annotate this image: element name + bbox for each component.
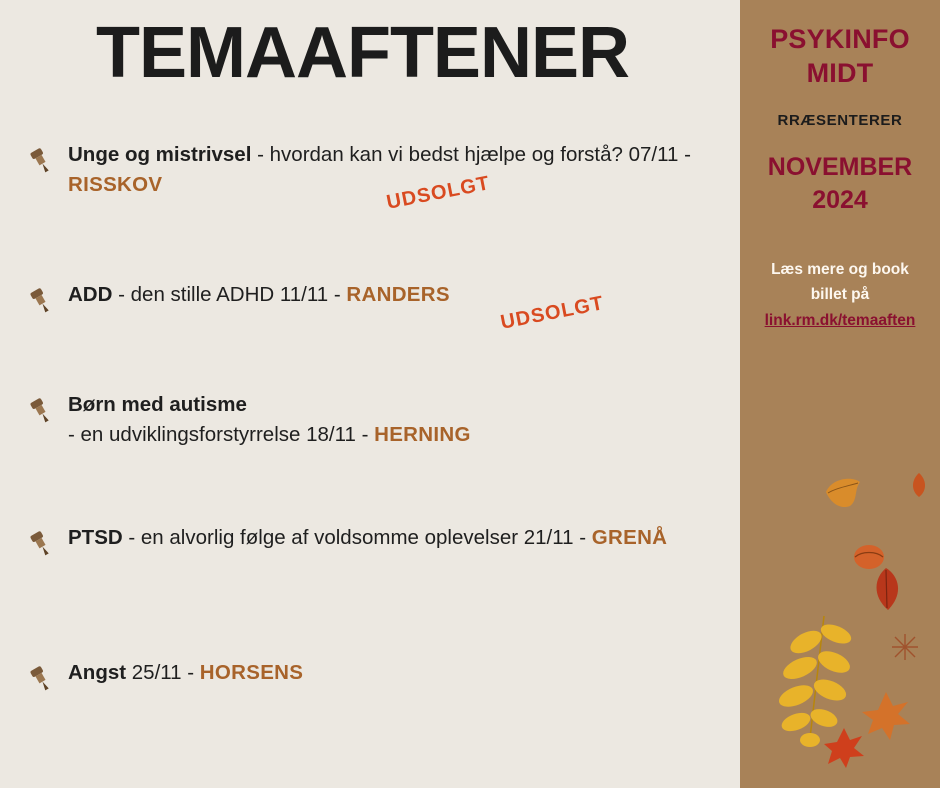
presents-label: RRÆSENTERER — [777, 112, 903, 129]
list-item — [0, 280, 740, 400]
list-item — [0, 523, 740, 643]
pushpin-icon — [26, 146, 56, 176]
event-text — [68, 390, 720, 450]
event-description: 25/11 - — [126, 661, 200, 684]
sidebar — [740, 0, 940, 788]
event-city: GRENÅ — [591, 526, 668, 549]
booking-info — [740, 257, 940, 333]
event-title: Angst — [68, 661, 127, 684]
leaf-icon — [890, 632, 920, 662]
event-description: - en udviklingsforstyrrelse 18/11 - — [68, 423, 375, 446]
brand-line-1: PSYKINFO — [770, 24, 910, 54]
leaf-icon — [822, 474, 864, 510]
pushpin-icon — [26, 664, 56, 694]
event-text — [68, 523, 720, 553]
status-badge: UDSOLGT — [498, 292, 606, 334]
event-title: Børn med autisme — [68, 393, 247, 416]
list-item — [0, 390, 740, 510]
date-block — [740, 151, 940, 217]
event-text — [68, 658, 720, 688]
month-label: NOVEMBER — [767, 153, 913, 181]
event-city: RANDERS — [346, 283, 450, 306]
leaf-icon — [822, 726, 866, 770]
pushpin-icon — [26, 529, 56, 559]
list-item — [0, 140, 740, 260]
leaf-icon — [866, 566, 906, 612]
event-city: RISSKOV — [68, 173, 163, 196]
pushpin-icon — [26, 396, 56, 426]
booking-line-1: Læs mere og book — [771, 261, 909, 278]
event-city: HERNING — [374, 423, 471, 446]
leaf-icon — [908, 472, 930, 498]
page-title: TEMAAFTENER — [96, 13, 629, 93]
event-title: PTSD — [68, 526, 123, 549]
event-description: - hvordan kan vi bedst hjælpe og forstå? 07/11 - — [251, 143, 691, 166]
status-badge: UDSOLGT — [384, 172, 492, 214]
list-item — [0, 658, 740, 778]
leaf-icon — [860, 690, 912, 742]
booking-link[interactable]: link.rm.dk/temaaften — [764, 312, 916, 329]
event-description: - den stille ADHD 11/11 - — [112, 283, 347, 306]
brand-line-2: MIDT — [806, 58, 874, 88]
booking-line-2: billet på — [810, 286, 870, 303]
event-city: HORSENS — [199, 661, 304, 684]
year-label: 2024 — [812, 186, 868, 214]
event-text — [68, 280, 720, 310]
event-description: - en alvorlig følge af voldsomme oplevelser 21/11 - — [122, 526, 592, 549]
event-title: Unge og mistrivsel — [68, 143, 252, 166]
pushpin-icon — [26, 286, 56, 316]
brand-name — [740, 22, 940, 90]
event-title: ADD — [68, 283, 113, 306]
